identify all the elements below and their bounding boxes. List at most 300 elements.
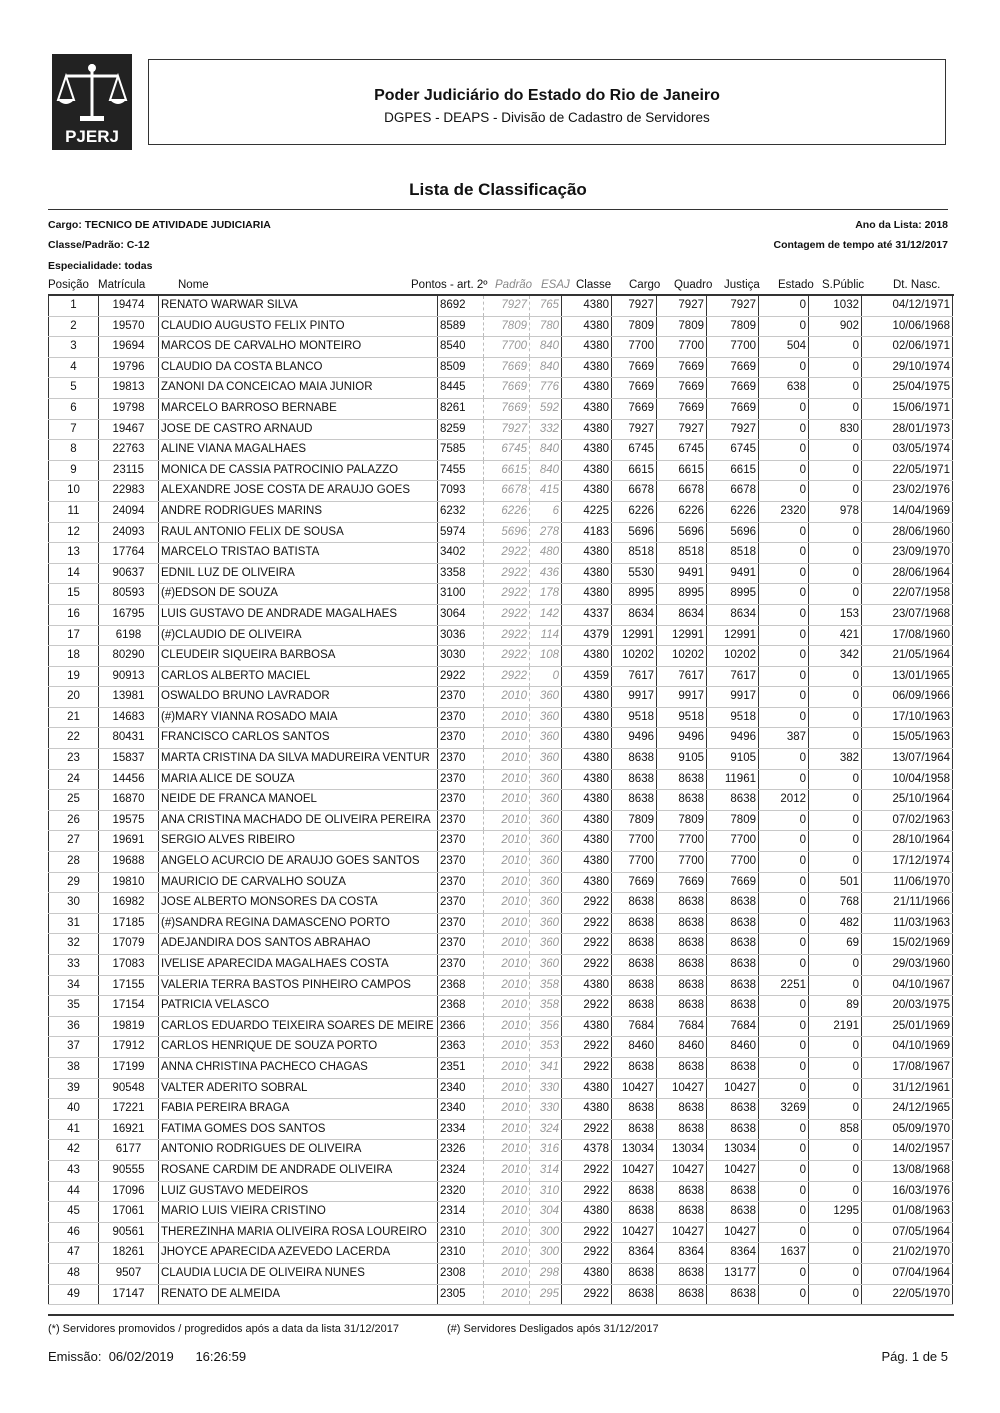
cell-cargo: 8638: [612, 1263, 657, 1284]
cell-matricula: 80593: [99, 584, 159, 605]
cell-quadro: 7669: [657, 872, 707, 893]
cell-estado: 0: [759, 934, 809, 955]
cell-classe: 2922: [562, 1222, 612, 1243]
cell-padrao: 2010: [484, 1140, 530, 1161]
cell-nome: EDNIL LUZ DE OLIVEIRA: [159, 563, 438, 584]
cell-posicao: 13: [49, 543, 99, 564]
table-row: [49, 1119, 953, 1140]
col-header-cargo: Cargo: [629, 279, 661, 291]
cell-classe: 4380: [562, 810, 612, 831]
table-row: [49, 1099, 953, 1120]
cell-justica: 7927: [707, 296, 759, 316]
cell-spublic: 0: [809, 810, 862, 831]
cell-nome: THEREZINHA MARIA OLIVEIRA ROSA LOUREIRO: [159, 1222, 438, 1243]
table-row: [49, 707, 953, 728]
cell-cargo: 8634: [612, 604, 657, 625]
cell-justica: 9105: [707, 749, 759, 770]
emissao-label: Emissão:: [48, 1349, 102, 1364]
table-row: [49, 852, 953, 873]
table-row: [49, 831, 953, 852]
cell-nome: FRANCISCO CARLOS SANTOS: [159, 728, 438, 749]
cell-pontos: 2370: [438, 707, 484, 728]
cell-quadro: 6226: [657, 501, 707, 522]
cell-nome: ANTONIO RODRIGUES DE OLIVEIRA: [159, 1140, 438, 1161]
footnote-promovidos: (*) Servidores promovidos / progredidos após a data da lista 31/12/2017: [48, 1323, 399, 1335]
cell-estado: 387: [759, 728, 809, 749]
cell-quadro: 7927: [657, 296, 707, 316]
cell-spublic: 0: [809, 666, 862, 687]
cell-esaj: 178: [530, 584, 562, 605]
cell-matricula: 19575: [99, 810, 159, 831]
cell-classe: 4379: [562, 625, 612, 646]
cell-classe: 4380: [562, 1202, 612, 1223]
cell-classe: 4380: [562, 646, 612, 667]
cell-nome: LUIS GUSTAVO DE ANDRADE MAGALHAES: [159, 604, 438, 625]
col-header-quadro: Quadro: [674, 279, 713, 291]
cell-matricula: 17147: [99, 1284, 159, 1305]
cell-spublic: 0: [809, 357, 862, 378]
cell-padrao: 6226: [484, 501, 530, 522]
cell-padrao: 2010: [484, 1057, 530, 1078]
cell-estado: 0: [759, 1119, 809, 1140]
cell-padrao: 2010: [484, 728, 530, 749]
table-body: [49, 296, 953, 1305]
cell-dtnasc: 13/08/1968: [862, 1160, 953, 1181]
cell-nome: JOSE ALBERTO MONSORES DA COSTA: [159, 893, 438, 914]
cell-classe: 4380: [562, 831, 612, 852]
cell-classe: 4183: [562, 522, 612, 543]
cell-cargo: 10427: [612, 1222, 657, 1243]
cell-spublic: 830: [809, 419, 862, 440]
cell-quadro: 10202: [657, 646, 707, 667]
cell-cargo: 8638: [612, 893, 657, 914]
cell-quadro: 8638: [657, 1119, 707, 1140]
cell-esaj: 278: [530, 522, 562, 543]
cell-dtnasc: 15/02/1969: [862, 934, 953, 955]
cell-esaj: 298: [530, 1263, 562, 1284]
cell-quadro: 8638: [657, 769, 707, 790]
cell-quadro: 7809: [657, 810, 707, 831]
cell-padrao: 2010: [484, 769, 530, 790]
cell-esaj: 310: [530, 1181, 562, 1202]
cell-justica: 8638: [707, 1057, 759, 1078]
cell-pontos: 2370: [438, 728, 484, 749]
cell-estado: 0: [759, 893, 809, 914]
cell-pontos: 2370: [438, 872, 484, 893]
cell-cargo: 8995: [612, 584, 657, 605]
table-row: [49, 955, 953, 976]
cell-spublic: 0: [809, 398, 862, 419]
cell-padrao: 2010: [484, 1078, 530, 1099]
cell-spublic: 0: [809, 1078, 862, 1099]
cell-quadro: 7927: [657, 419, 707, 440]
cell-estado: 0: [759, 646, 809, 667]
cell-pontos: 2308: [438, 1263, 484, 1284]
cell-pontos: 2370: [438, 769, 484, 790]
cell-pontos: 2370: [438, 913, 484, 934]
cell-dtnasc: 07/02/1963: [862, 810, 953, 831]
cell-padrao: 2010: [484, 996, 530, 1017]
cell-justica: 8638: [707, 790, 759, 811]
cell-quadro: 8638: [657, 975, 707, 996]
cell-classe: 2922: [562, 1284, 612, 1305]
cell-posicao: 5: [49, 378, 99, 399]
cell-dtnasc: 06/09/1966: [862, 687, 953, 708]
cell-esaj: 436: [530, 563, 562, 584]
cell-quadro: 9491: [657, 563, 707, 584]
cell-quadro: 8638: [657, 790, 707, 811]
cell-pontos: 2324: [438, 1160, 484, 1181]
cell-spublic: 0: [809, 1057, 862, 1078]
cell-matricula: 19467: [99, 419, 159, 440]
cell-dtnasc: 03/05/1974: [862, 440, 953, 461]
cell-esaj: 776: [530, 378, 562, 399]
cell-padrao: 2010: [484, 934, 530, 955]
cell-matricula: 17155: [99, 975, 159, 996]
cell-nome: MARIO LUIS VIEIRA CRISTINO: [159, 1202, 438, 1223]
cell-estado: 0: [759, 316, 809, 337]
cell-posicao: 21: [49, 707, 99, 728]
table-row: [49, 584, 953, 605]
table-row: [49, 1078, 953, 1099]
cell-dtnasc: 07/05/1964: [862, 1222, 953, 1243]
cell-estado: 0: [759, 522, 809, 543]
cell-pontos: 2370: [438, 852, 484, 873]
cell-spublic: 0: [809, 1222, 862, 1243]
cell-matricula: 19570: [99, 316, 159, 337]
cell-cargo: 8638: [612, 1202, 657, 1223]
table-row: [49, 1160, 953, 1181]
cell-cargo: 7669: [612, 872, 657, 893]
cell-spublic: 0: [809, 975, 862, 996]
svg-text:PJERJ: PJERJ: [65, 127, 119, 146]
table-row: [49, 1181, 953, 1202]
cell-estado: 1637: [759, 1243, 809, 1264]
cell-classe: 4380: [562, 872, 612, 893]
cell-padrao: 2010: [484, 1202, 530, 1223]
cell-matricula: 19798: [99, 398, 159, 419]
cell-classe: 4380: [562, 440, 612, 461]
cell-dtnasc: 25/01/1969: [862, 1016, 953, 1037]
cell-matricula: 19813: [99, 378, 159, 399]
cell-matricula: 17912: [99, 1037, 159, 1058]
cell-spublic: 0: [809, 584, 862, 605]
cell-justica: 10427: [707, 1078, 759, 1099]
cell-dtnasc: 10/06/1968: [862, 316, 953, 337]
table-row: [49, 666, 953, 687]
cell-estado: 0: [759, 810, 809, 831]
cell-spublic: 0: [809, 852, 862, 873]
cell-dtnasc: 16/03/1976: [862, 1181, 953, 1202]
cell-spublic: 0: [809, 1181, 862, 1202]
cell-pontos: 2363: [438, 1037, 484, 1058]
cell-nome: JHOYCE APARECIDA AZEVEDO LACERDA: [159, 1243, 438, 1264]
table-row: [49, 398, 953, 419]
table-row: [49, 419, 953, 440]
cell-esaj: 360: [530, 769, 562, 790]
page-number: Pág. 1 de 5: [881, 1349, 948, 1364]
cell-estado: 0: [759, 687, 809, 708]
pjerj-logo: [52, 54, 132, 150]
cell-cargo: 8638: [612, 1284, 657, 1305]
cell-estado: 0: [759, 852, 809, 873]
cell-estado: 0: [759, 769, 809, 790]
cell-estado: 0: [759, 1078, 809, 1099]
cell-estado: 0: [759, 1263, 809, 1284]
table-row: [49, 687, 953, 708]
cell-dtnasc: 17/08/1967: [862, 1057, 953, 1078]
cell-nome: CLAUDIO DA COSTA BLANCO: [159, 357, 438, 378]
cell-pontos: 2368: [438, 996, 484, 1017]
cell-pontos: 3030: [438, 646, 484, 667]
cell-posicao: 24: [49, 769, 99, 790]
cell-pontos: 2368: [438, 975, 484, 996]
cell-padrao: 2922: [484, 666, 530, 687]
cell-quadro: 8638: [657, 1284, 707, 1305]
cell-classe: 2922: [562, 1243, 612, 1264]
cell-pontos: 2305: [438, 1284, 484, 1305]
cell-esaj: 840: [530, 337, 562, 358]
cell-estado: 0: [759, 872, 809, 893]
cell-cargo: 8638: [612, 749, 657, 770]
cell-quadro: 6615: [657, 460, 707, 481]
table-row: [49, 1016, 953, 1037]
cell-cargo: 7617: [612, 666, 657, 687]
header-title: Poder Judiciário do Estado do Rio de Janeiro: [374, 87, 720, 104]
cell-padrao: 7809: [484, 316, 530, 337]
cell-justica: 7669: [707, 872, 759, 893]
table-row: [49, 646, 953, 667]
cell-dtnasc: 04/12/1971: [862, 296, 953, 316]
cell-spublic: 1295: [809, 1202, 862, 1223]
cell-quadro: 7684: [657, 1016, 707, 1037]
table-row: [49, 769, 953, 790]
cell-pontos: 2310: [438, 1243, 484, 1264]
cell-posicao: 25: [49, 790, 99, 811]
cell-posicao: 40: [49, 1099, 99, 1120]
col-header-spublic: S.Públic: [822, 279, 865, 291]
emissao: [48, 1349, 246, 1364]
table-row: [49, 1222, 953, 1243]
cell-dtnasc: 23/02/1976: [862, 481, 953, 502]
cell-matricula: 19819: [99, 1016, 159, 1037]
cell-cargo: 7669: [612, 378, 657, 399]
cell-justica: 7700: [707, 337, 759, 358]
cell-spublic: 342: [809, 646, 862, 667]
cell-cargo: 8638: [612, 1181, 657, 1202]
cell-matricula: 6198: [99, 625, 159, 646]
cell-esaj: 358: [530, 975, 562, 996]
cell-estado: 504: [759, 337, 809, 358]
cell-esaj: 300: [530, 1222, 562, 1243]
cell-quadro: 7669: [657, 357, 707, 378]
cell-justica: 7927: [707, 419, 759, 440]
cell-posicao: 30: [49, 893, 99, 914]
cell-cargo: 7700: [612, 337, 657, 358]
cell-quadro: 8638: [657, 934, 707, 955]
cell-estado: 0: [759, 1057, 809, 1078]
cell-classe: 4380: [562, 1099, 612, 1120]
cell-esaj: 6: [530, 501, 562, 522]
cell-posicao: 39: [49, 1078, 99, 1099]
cell-pontos: 7585: [438, 440, 484, 461]
cell-cargo: 7669: [612, 357, 657, 378]
cell-pontos: 2370: [438, 893, 484, 914]
cell-cargo: 7809: [612, 810, 657, 831]
cell-matricula: 17154: [99, 996, 159, 1017]
cell-estado: 0: [759, 625, 809, 646]
cell-estado: 0: [759, 481, 809, 502]
cell-padrao: 2010: [484, 707, 530, 728]
cell-esaj: 304: [530, 1202, 562, 1223]
cell-spublic: 2191: [809, 1016, 862, 1037]
table-row: [49, 378, 953, 399]
cell-posicao: 23: [49, 749, 99, 770]
cell-padrao: 2922: [484, 563, 530, 584]
cell-dtnasc: 04/10/1969: [862, 1037, 953, 1058]
cell-posicao: 3: [49, 337, 99, 358]
cell-pontos: 7093: [438, 481, 484, 502]
cell-pontos: 2370: [438, 831, 484, 852]
cell-classe: 4380: [562, 563, 612, 584]
cell-matricula: 90913: [99, 666, 159, 687]
cell-dtnasc: 11/03/1963: [862, 913, 953, 934]
cell-matricula: 17221: [99, 1099, 159, 1120]
table-row: [49, 501, 953, 522]
cell-dtnasc: 23/09/1970: [862, 543, 953, 564]
cell-posicao: 46: [49, 1222, 99, 1243]
cell-justica: 8638: [707, 1202, 759, 1223]
cell-classe: 4380: [562, 337, 612, 358]
cell-esaj: 360: [530, 955, 562, 976]
cell-cargo: 8638: [612, 790, 657, 811]
cell-esaj: 840: [530, 440, 562, 461]
cell-esaj: 360: [530, 852, 562, 873]
cell-quadro: 8638: [657, 955, 707, 976]
cell-estado: 0: [759, 1202, 809, 1223]
cell-justica: 8364: [707, 1243, 759, 1264]
cell-quadro: 8638: [657, 893, 707, 914]
cell-posicao: 44: [49, 1181, 99, 1202]
cell-cargo: 9518: [612, 707, 657, 728]
cell-dtnasc: 31/12/1961: [862, 1078, 953, 1099]
cell-esaj: 360: [530, 934, 562, 955]
cell-justica: 8638: [707, 1099, 759, 1120]
cell-classe: 4380: [562, 749, 612, 770]
cell-esaj: 360: [530, 872, 562, 893]
cell-quadro: 8634: [657, 604, 707, 625]
cell-posicao: 36: [49, 1016, 99, 1037]
cell-justica: 6678: [707, 481, 759, 502]
cell-quadro: 8638: [657, 1057, 707, 1078]
cell-spublic: 69: [809, 934, 862, 955]
cell-spublic: 89: [809, 996, 862, 1017]
cell-esaj: 114: [530, 625, 562, 646]
cell-nome: (#)SANDRA REGINA DAMASCENO PORTO: [159, 913, 438, 934]
cell-classe: 2922: [562, 1119, 612, 1140]
cell-spublic: 382: [809, 749, 862, 770]
cell-nome: RAUL ANTONIO FELIX DE SOUSA: [159, 522, 438, 543]
cell-nome: ADEJANDIRA DOS SANTOS ABRAHAO: [159, 934, 438, 955]
table-row: [49, 996, 953, 1017]
cell-nome: OSWALDO BRUNO LAVRADOR: [159, 687, 438, 708]
cell-esaj: 0: [530, 666, 562, 687]
cell-spublic: 0: [809, 543, 862, 564]
cell-quadro: 9917: [657, 687, 707, 708]
cell-cargo: 8638: [612, 769, 657, 790]
cell-posicao: 18: [49, 646, 99, 667]
cell-posicao: 4: [49, 357, 99, 378]
cell-justica: 8995: [707, 584, 759, 605]
table-row: [49, 296, 953, 316]
cell-padrao: 2922: [484, 646, 530, 667]
cell-nome: (#)EDSON DE SOUZA: [159, 584, 438, 605]
cell-estado: 0: [759, 913, 809, 934]
cell-pontos: 2340: [438, 1078, 484, 1099]
cell-dtnasc: 28/06/1964: [862, 563, 953, 584]
cell-dtnasc: 28/06/1960: [862, 522, 953, 543]
cell-justica: 8638: [707, 1181, 759, 1202]
cell-posicao: 33: [49, 955, 99, 976]
table-row: [49, 357, 953, 378]
cell-dtnasc: 22/05/1971: [862, 460, 953, 481]
cell-dtnasc: 29/10/1974: [862, 357, 953, 378]
cell-matricula: 6177: [99, 1140, 159, 1161]
cell-estado: 0: [759, 749, 809, 770]
cell-matricula: 15837: [99, 749, 159, 770]
cell-quadro: 8638: [657, 1202, 707, 1223]
cell-quadro: 9105: [657, 749, 707, 770]
cell-classe: 4380: [562, 728, 612, 749]
cell-posicao: 11: [49, 501, 99, 522]
cell-justica: 7809: [707, 810, 759, 831]
cell-nome: ANNA CHRISTINA PACHECO CHAGAS: [159, 1057, 438, 1078]
cell-esaj: 330: [530, 1078, 562, 1099]
cell-esaj: 358: [530, 996, 562, 1017]
cell-justica: 7809: [707, 316, 759, 337]
cell-estado: 0: [759, 666, 809, 687]
cell-pontos: 3064: [438, 604, 484, 625]
cell-justica: 12991: [707, 625, 759, 646]
cell-estado: 0: [759, 460, 809, 481]
cell-classe: 4380: [562, 481, 612, 502]
cell-estado: 0: [759, 831, 809, 852]
cell-esaj: 360: [530, 893, 562, 914]
table-row: [49, 893, 953, 914]
table-row: [49, 975, 953, 996]
meta-contagem: Contagem de tempo até 31/12/2017: [773, 239, 948, 251]
cell-pontos: 2340: [438, 1099, 484, 1120]
cell-spublic: 501: [809, 872, 862, 893]
cell-dtnasc: 13/07/1964: [862, 749, 953, 770]
cell-nome: (#)MARY VIANNA ROSADO MAIA: [159, 707, 438, 728]
cell-matricula: 16795: [99, 604, 159, 625]
cell-posicao: 19: [49, 666, 99, 687]
cell-posicao: 6: [49, 398, 99, 419]
cell-esaj: 360: [530, 687, 562, 708]
cell-matricula: 90637: [99, 563, 159, 584]
cell-dtnasc: 11/06/1970: [862, 872, 953, 893]
cell-cargo: 6226: [612, 501, 657, 522]
cell-spublic: 0: [809, 481, 862, 502]
cell-nome: MARCOS DE CARVALHO MONTEIRO: [159, 337, 438, 358]
cell-esaj: 360: [530, 810, 562, 831]
cell-spublic: 0: [809, 563, 862, 584]
cell-esaj: 360: [530, 831, 562, 852]
col-header-estado: Estado: [778, 279, 814, 291]
cell-classe: 4380: [562, 790, 612, 811]
cell-padrao: 2010: [484, 913, 530, 934]
